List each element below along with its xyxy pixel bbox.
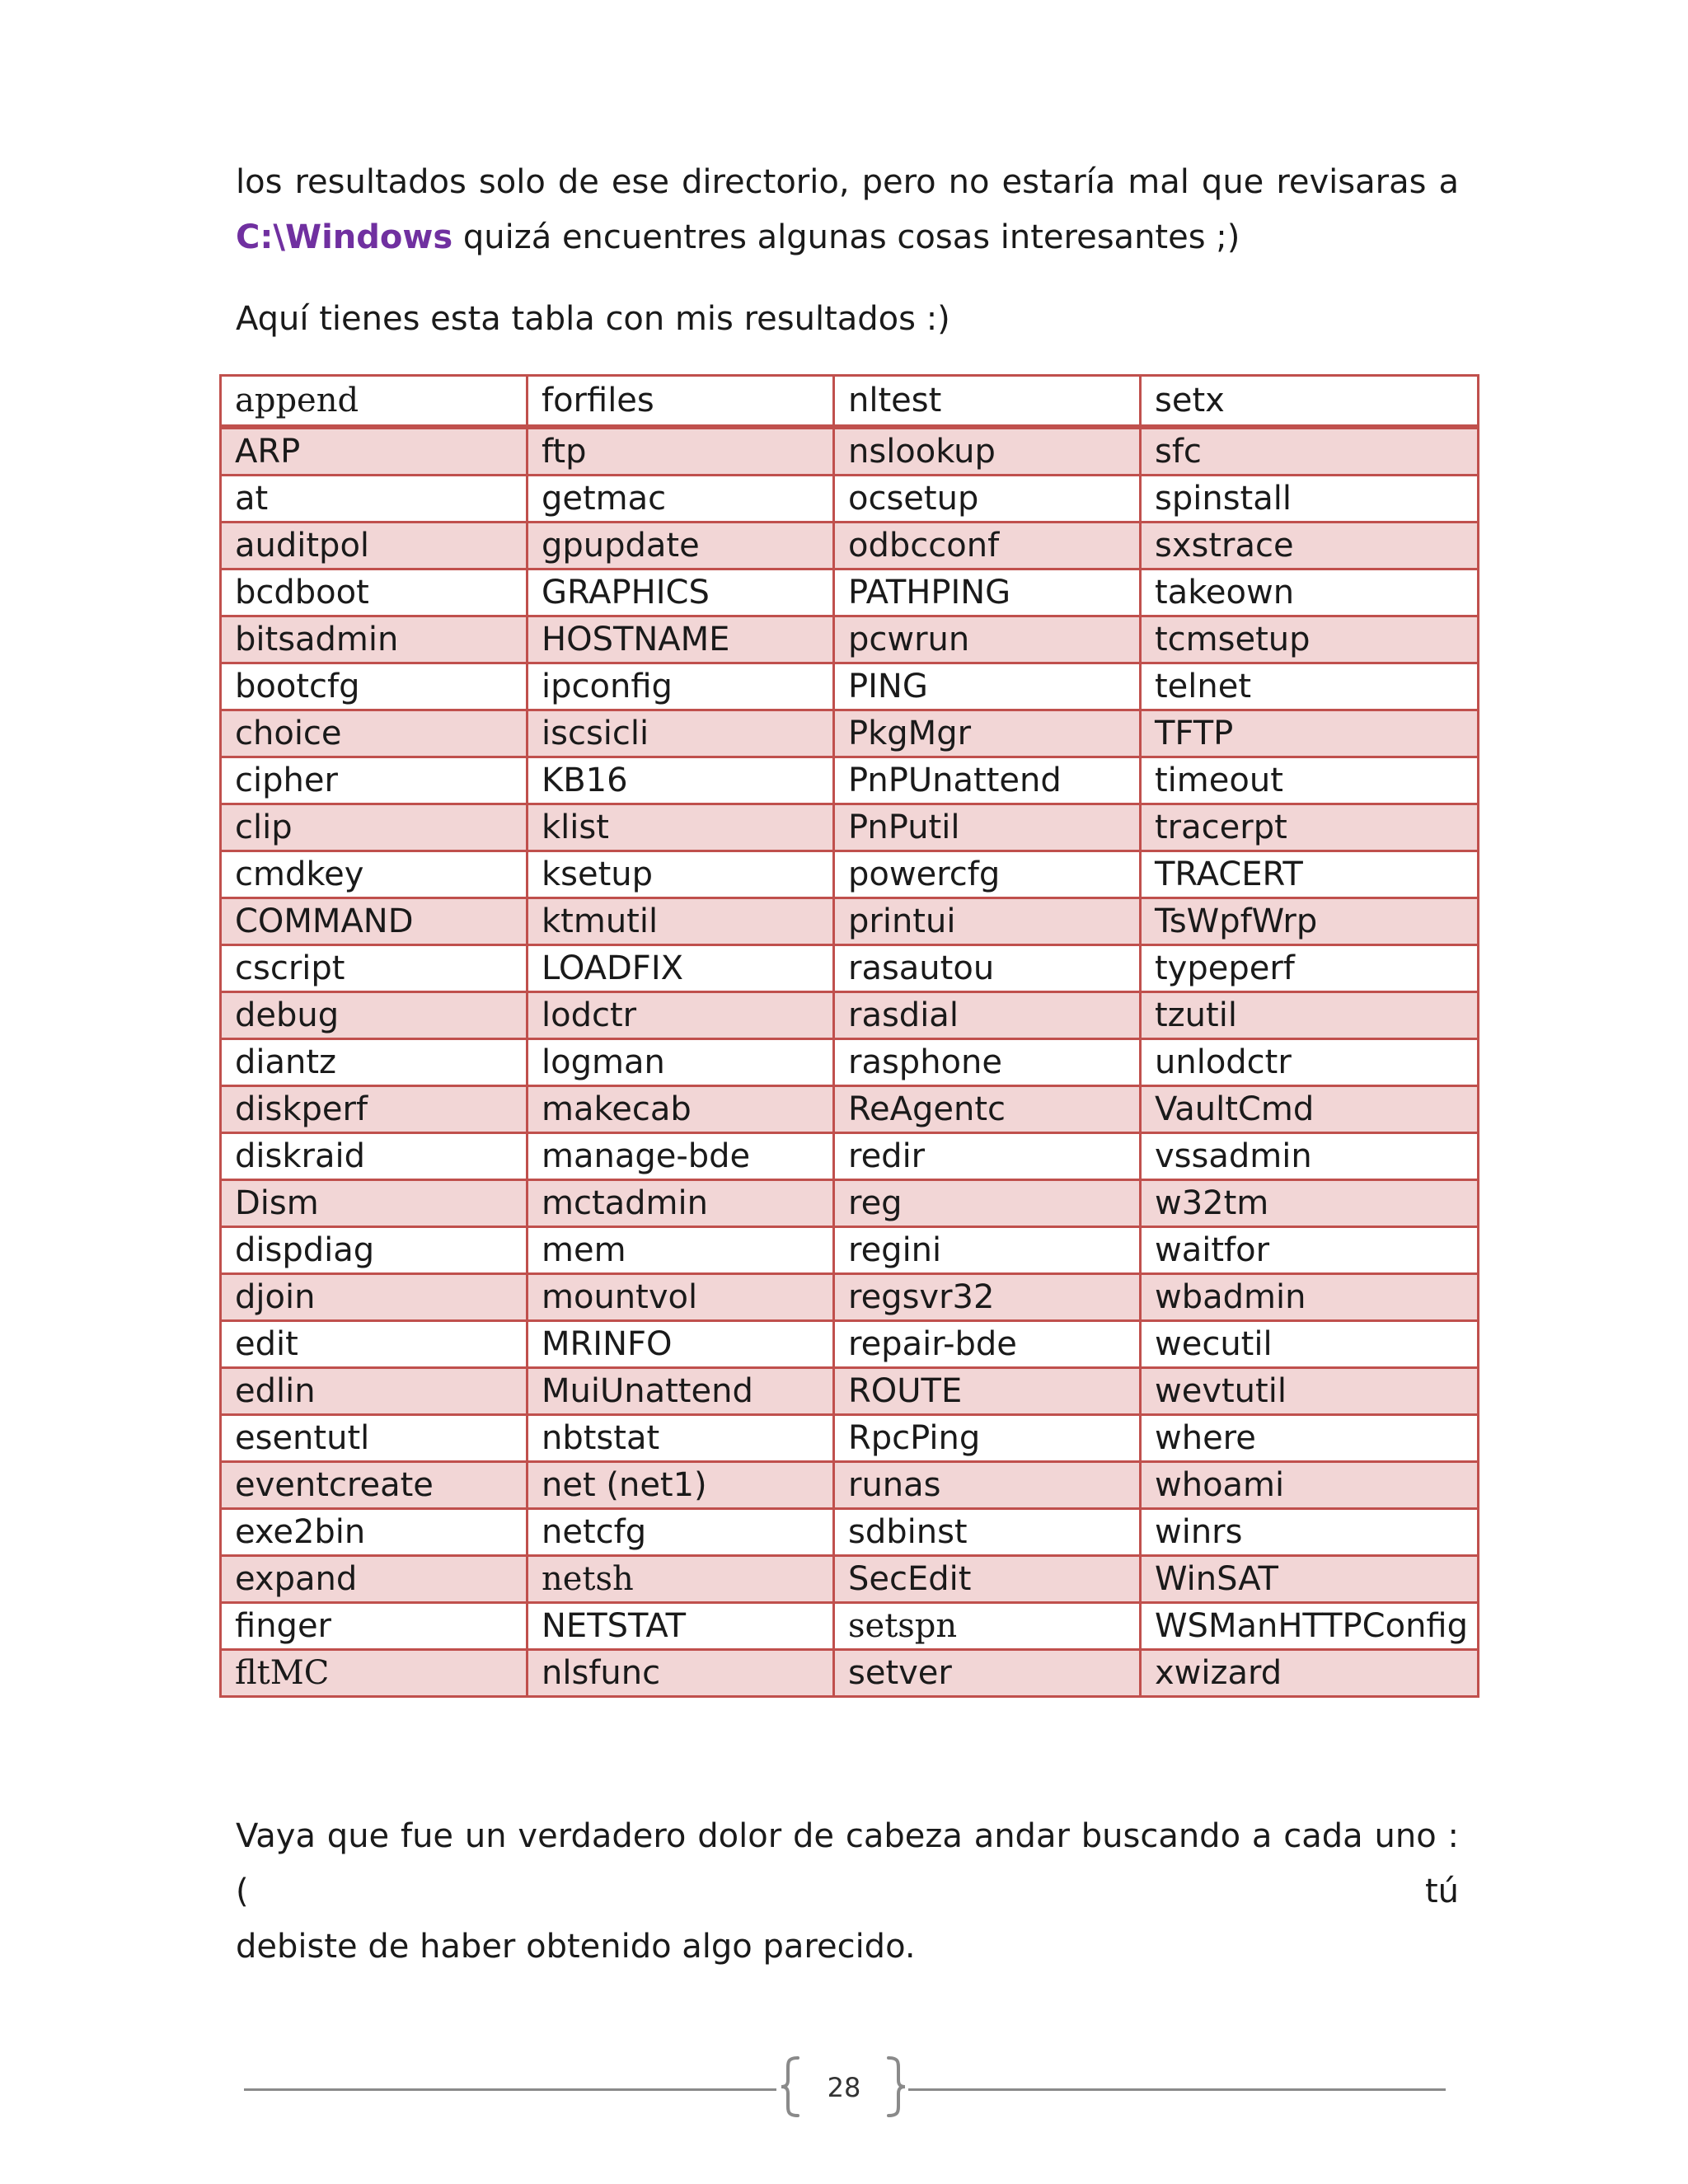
table-row <box>221 1274 1479 1321</box>
table-cell: regsvr32 <box>834 1274 1141 1321</box>
table-cell: cscript <box>221 945 528 992</box>
table-cell: wevtutil <box>1141 1368 1479 1415</box>
table-row <box>221 1180 1479 1227</box>
page-number: 28 <box>827 2072 861 2103</box>
table-cell: nltest <box>834 376 1141 428</box>
table-row <box>221 1133 1479 1180</box>
table-cell: choice <box>221 710 528 757</box>
page-footer <box>0 2052 1688 2126</box>
table-cell: diskperf <box>221 1086 528 1133</box>
table-intro: Aquí tienes esta tabla con mis resultados :) <box>236 300 950 338</box>
table-cell: logman <box>528 1039 834 1086</box>
table-cell: finger <box>221 1603 528 1650</box>
table-cell: dispdiag <box>221 1227 528 1274</box>
table-cell: runas <box>834 1462 1141 1509</box>
table-cell: ipconfig <box>528 663 834 710</box>
table-cell: ARP <box>221 427 528 476</box>
table-cell: RpcPing <box>834 1415 1141 1462</box>
table-cell: ktmutil <box>528 898 834 945</box>
table-cell: PnPutil <box>834 804 1141 851</box>
table-row <box>221 523 1479 569</box>
table-cell: xwizard <box>1141 1650 1479 1697</box>
closing-line-1: Vaya que fue un verdadero dolor de cabeza andar buscando a cada uno :( tú <box>236 1817 1459 1910</box>
table-cell: rasphone <box>834 1039 1141 1086</box>
table-row <box>221 898 1479 945</box>
table-cell: HOSTNAME <box>528 616 834 663</box>
table-row <box>221 476 1479 523</box>
table-cell: bcdboot <box>221 569 528 616</box>
table-cell: bootcfg <box>221 663 528 710</box>
table-cell: getmac <box>528 476 834 523</box>
table-row <box>221 1415 1479 1462</box>
table-cell: mountvol <box>528 1274 834 1321</box>
table-cell: NETSTAT <box>528 1603 834 1650</box>
table-cell: gpupdate <box>528 523 834 569</box>
intro-line-2: quizá encuentres algunas cosas interesantes ;) <box>452 218 1240 256</box>
table-row <box>221 427 1479 476</box>
table-row <box>221 569 1479 616</box>
table-cell: telnet <box>1141 663 1479 710</box>
table-cell: expand <box>221 1556 528 1603</box>
table-cell: clip <box>221 804 528 851</box>
intro-line-1: los resultados solo de ese directorio, pero no estaría mal que revisaras a <box>236 163 1459 201</box>
table-cell: rasautou <box>834 945 1141 992</box>
table-cell: KB16 <box>528 757 834 804</box>
table-row <box>221 1227 1479 1274</box>
table-cell: unlodctr <box>1141 1039 1479 1086</box>
table-row <box>221 710 1479 757</box>
table-cell: whoami <box>1141 1462 1479 1509</box>
table-cell: TRACERT <box>1141 851 1479 898</box>
table-cell: auditpol <box>221 523 528 569</box>
table-cell: wbadmin <box>1141 1274 1479 1321</box>
table-cell: edit <box>221 1321 528 1368</box>
table-cell: TsWpfWrp <box>1141 898 1479 945</box>
table-row <box>221 1086 1479 1133</box>
right-bracket-icon <box>884 2055 908 2118</box>
table-cell: spinstall <box>1141 476 1479 523</box>
table-cell: TFTP <box>1141 710 1479 757</box>
table-cell: PING <box>834 663 1141 710</box>
table-cell: ROUTE <box>834 1368 1141 1415</box>
table-row <box>221 1603 1479 1650</box>
table-cell: nbtstat <box>528 1415 834 1462</box>
table-cell: takeown <box>1141 569 1479 616</box>
table-cell: debug <box>221 992 528 1039</box>
intro-paragraph <box>236 155 1459 265</box>
table-cell: PkgMgr <box>834 710 1141 757</box>
table-cell: tzutil <box>1141 992 1479 1039</box>
footer-rule-left <box>244 2088 776 2091</box>
table-cell: tracerpt <box>1141 804 1479 851</box>
left-bracket-icon <box>778 2055 803 2118</box>
table-cell: powercfg <box>834 851 1141 898</box>
table-row <box>221 663 1479 710</box>
table-cell: edlin <box>221 1368 528 1415</box>
table-cell: reg <box>834 1180 1141 1227</box>
table-row <box>221 1509 1479 1556</box>
table-row <box>221 1368 1479 1415</box>
table-cell: bitsadmin <box>221 616 528 663</box>
table-cell: GRAPHICS <box>528 569 834 616</box>
table-cell: ksetup <box>528 851 834 898</box>
table-cell: typeperf <box>1141 945 1479 992</box>
table-cell: w32tm <box>1141 1180 1479 1227</box>
commands-table <box>219 374 1479 1698</box>
table-cell: waitfor <box>1141 1227 1479 1274</box>
table-cell: cmdkey <box>221 851 528 898</box>
table-header-row <box>221 376 1479 428</box>
table-cell: ocsetup <box>834 476 1141 523</box>
table-cell: printui <box>834 898 1141 945</box>
table-cell: setx <box>1141 376 1479 428</box>
table-row <box>221 851 1479 898</box>
table-cell: sfc <box>1141 427 1479 476</box>
table-cell: WSManHTTPConfig <box>1141 1603 1479 1650</box>
table-cell: regini <box>834 1227 1141 1274</box>
table-row <box>221 1650 1479 1697</box>
table-cell: lodctr <box>528 992 834 1039</box>
table-row <box>221 1556 1479 1603</box>
closing-paragraph <box>236 1809 1459 1975</box>
table-cell: where <box>1141 1415 1479 1462</box>
table-row <box>221 757 1479 804</box>
table-cell: ftp <box>528 427 834 476</box>
table-cell: net (net1) <box>528 1462 834 1509</box>
table-cell: pcwrun <box>834 616 1141 663</box>
table-cell: djoin <box>221 1274 528 1321</box>
table-cell: VaultCmd <box>1141 1086 1479 1133</box>
closing-line-2: debiste de haber obtenido algo parecido. <box>236 1928 916 1966</box>
table-cell: redir <box>834 1133 1141 1180</box>
table-cell: MuiUnattend <box>528 1368 834 1415</box>
table-cell: WinSAT <box>1141 1556 1479 1603</box>
table-cell: fltMC <box>221 1650 528 1697</box>
table-cell: manage-bde <box>528 1133 834 1180</box>
table-cell: PATHPING <box>834 569 1141 616</box>
table-cell: odbcconf <box>834 523 1141 569</box>
table-cell: netcfg <box>528 1509 834 1556</box>
table-cell: append <box>221 376 528 428</box>
table-cell: sdbinst <box>834 1509 1141 1556</box>
table-row <box>221 992 1479 1039</box>
table-row <box>221 1321 1479 1368</box>
table-cell: diskraid <box>221 1133 528 1180</box>
table-cell: Dism <box>221 1180 528 1227</box>
table-cell: nslookup <box>834 427 1141 476</box>
table-cell: forfiles <box>528 376 834 428</box>
table-cell: COMMAND <box>221 898 528 945</box>
table-cell: PnPUnattend <box>834 757 1141 804</box>
table-cell: MRINFO <box>528 1321 834 1368</box>
table-cell: tcmsetup <box>1141 616 1479 663</box>
table-row <box>221 1039 1479 1086</box>
table-cell: setspn <box>834 1603 1141 1650</box>
table-cell: sxstrace <box>1141 523 1479 569</box>
table-cell: esentutl <box>221 1415 528 1462</box>
table-cell: mctadmin <box>528 1180 834 1227</box>
table-cell: LOADFIX <box>528 945 834 992</box>
table-cell: nlsfunc <box>528 1650 834 1697</box>
table-cell: netsh <box>528 1556 834 1603</box>
table-cell: diantz <box>221 1039 528 1086</box>
table-row <box>221 616 1479 663</box>
table-cell: at <box>221 476 528 523</box>
table-row <box>221 1462 1479 1509</box>
table-cell: wecutil <box>1141 1321 1479 1368</box>
table-cell: mem <box>528 1227 834 1274</box>
table-cell: exe2bin <box>221 1509 528 1556</box>
table-cell: klist <box>528 804 834 851</box>
table-cell: rasdial <box>834 992 1141 1039</box>
footer-rule-right <box>908 2088 1446 2091</box>
table-row <box>221 804 1479 851</box>
table-cell: iscsicli <box>528 710 834 757</box>
table-cell: cipher <box>221 757 528 804</box>
table-cell: ReAgentc <box>834 1086 1141 1133</box>
table-cell: setver <box>834 1650 1141 1697</box>
table-cell: eventcreate <box>221 1462 528 1509</box>
table-cell: timeout <box>1141 757 1479 804</box>
table-row <box>221 945 1479 992</box>
table-cell: makecab <box>528 1086 834 1133</box>
table-cell: SecEdit <box>834 1556 1141 1603</box>
windows-path: C:\Windows <box>236 218 453 256</box>
table-cell: repair-bde <box>834 1321 1141 1368</box>
table-cell: winrs <box>1141 1509 1479 1556</box>
table-cell: vssadmin <box>1141 1133 1479 1180</box>
